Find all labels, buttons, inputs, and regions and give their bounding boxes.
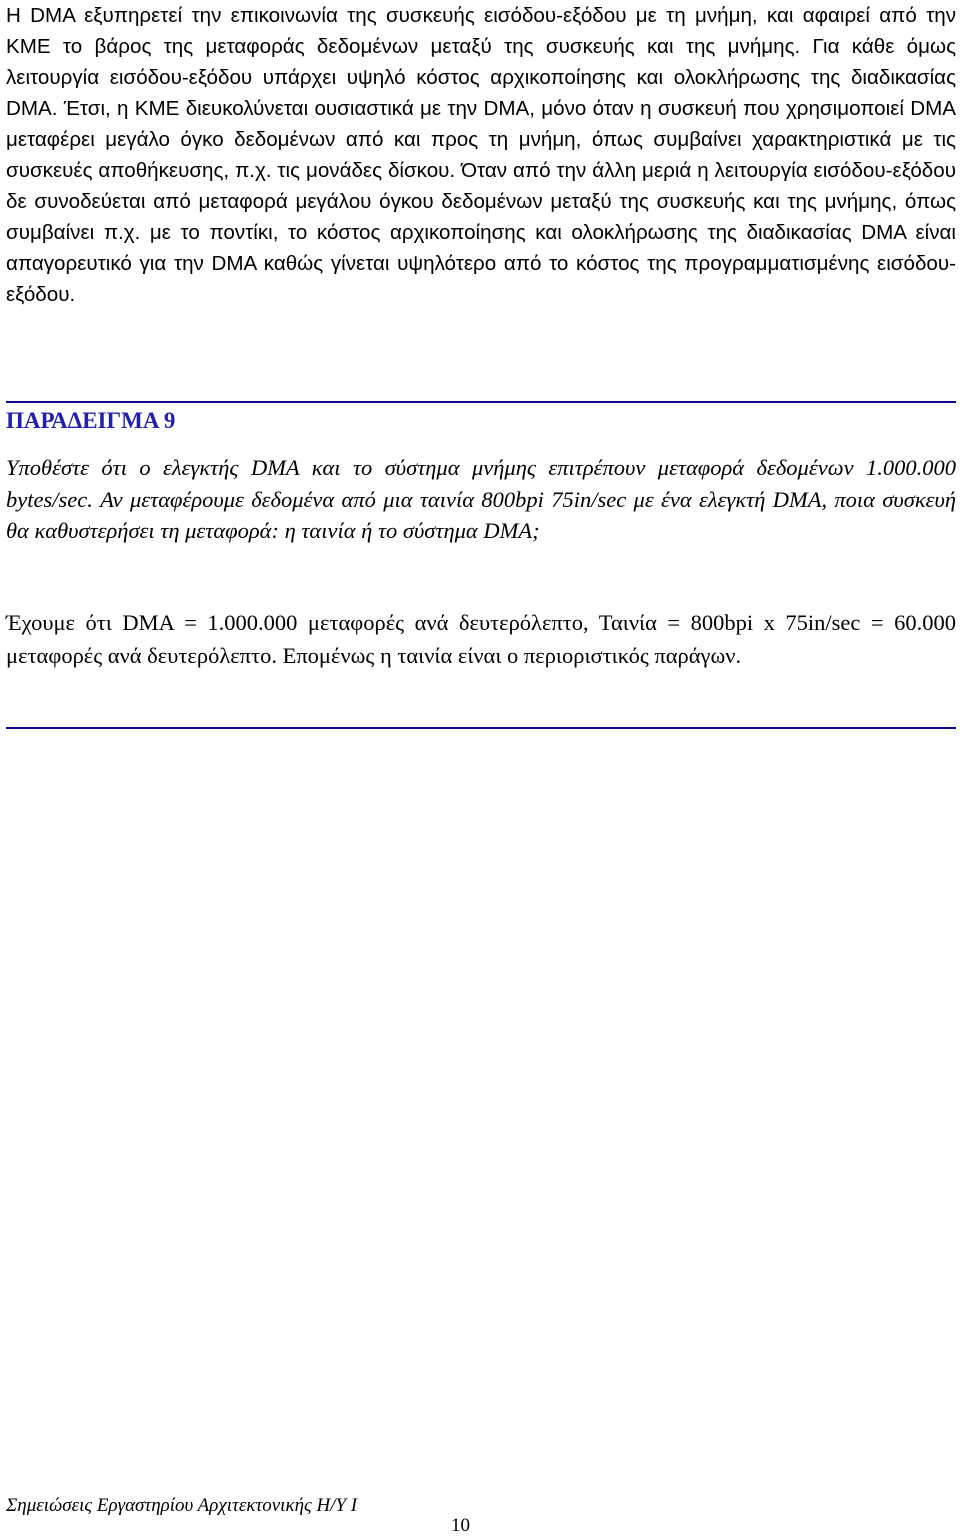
example-heading: ΠΑΡΑΔΕΙΓΜΑ 9 (6, 408, 176, 433)
example-top-rule (6, 401, 956, 403)
example-question: Υποθέστε ότι ο ελεγκτής DMA και το σύστημα μνήμης επιτρέπουν μεταφορά δεδομένων 1.000.000 bytes/sec. Αν μεταφέρουμε δεδομένα από μια ταινία 800bpi 75in/sec με ένα ελεγκτή DMA, ποια συσκευή θα καθυστερήσει τη μεταφορά: η ταινία ή το σύστημα DMA; (6, 455, 956, 543)
intro-paragraph: Η DMA εξυπηρετεί την επικοινωνία της συσκευής εισόδου-εξόδου με τη μνήμη, και αφαιρεί από την ΚΜΕ το βάρος της μεταφοράς δεδομένων μεταξύ της συσκευής και της μνήμης. Για κάθε όμως λειτουργία εισόδου-εξόδου υπάρχει υψηλό κόστος αρχικοποίησης και ολοκλήρωσης της διαδικασίας DMA. Έτσι, η ΚΜΕ διευκολύνεται ουσιαστικά με την DMA, μόνο όταν η συσκευή που χρησιμοποιεί DMA μεταφέρει μεγάλο όγκο δεδομένων από και προς τη μνήμη, όπως συμβαίνει χαρακτηριστικά με τις συσκευές αποθήκευσης, π.χ. τις μονάδες δίσκου. Όταν από την άλλη μεριά η λειτουργία εισόδου-εξόδου δε συνοδεύεται από μεταφορά μεγάλου όγκου δεδομένων μεταξύ της συσκευής και της μνήμης, όπως συμβαίνει π.χ. με το ποντίκι, το κόστος αρχικοποίησης και ολοκλήρωσης της διαδικασίας DMA είναι απαγορευτικό για την DMA καθώς γίνεται υψηλότερο από το κόστος της προγραμματισμένης εισόδου-εξόδου. (6, 4, 956, 306)
example-answer: Έχουμε ότι DMA = 1.000.000 μεταφορές ανά δευτερόλεπτο, Ταινία = 800bpi x 75in/sec = 60.000 μεταφορές ανά δευτερόλεπτο. Επομένως η ταινία είναι ο περιοριστικός παράγων. (6, 610, 956, 668)
document-page (6, 0, 956, 1535)
example-bottom-rule (6, 727, 956, 729)
page-number: 10 (451, 1515, 470, 1536)
footer-title: Σημειώσεις Εργαστηρίου Αρχιτεκτονικής Η/Υ Ι (6, 1495, 358, 1516)
